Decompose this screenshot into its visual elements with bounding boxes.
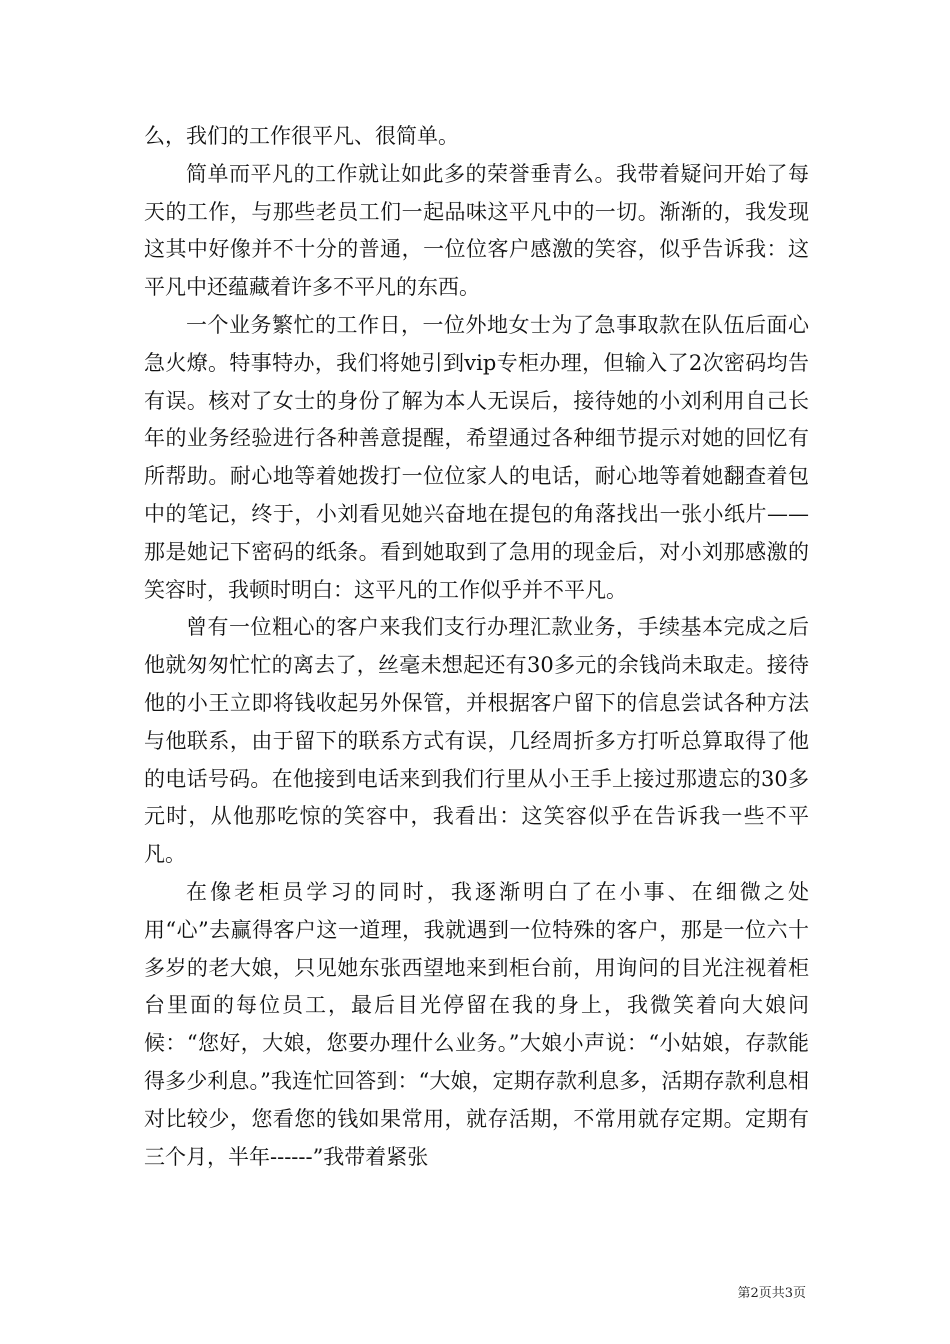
- paragraph-intro: 简单而平凡的工作就让如此多的荣誉垂青么。我带着疑问开始了每天的工作，与那些老员工们一起品味这平凡中的一切。渐渐的，我发现这其中好像并不十分的普通，一位位客户感激的笑容，似乎告诉我：这平凡中还蕴藏着许多不平凡的东西。: [144, 161, 809, 300]
- paragraph-story-xiaoliu: 一个业务繁忙的工作日，一位外地女士为了急事取款在队伍后面心急火燎。特事特办，我们将她引到vip专柜办理，但输入了2次密码均告有误。核对了女士的身份了解为本人无误后，接待她的小刘利用自己长年的业务经验进行各种善意提醒，希望通过各种细节提示对她的回忆有所帮助。耐心地等着她拨打一位位家人的电话，耐心地等着她翻查着包中的笔记，终于，小刘看见她兴奋地在提包的角落找出一张小纸片——那是她记下密码的纸条。看到她取到了急用的现金后，对小刘那感激的笑容时，我顿时明白：这平凡的工作似乎并不平凡。: [144, 312, 809, 602]
- page-number-footer: 第2页共3页: [737, 1286, 806, 1301]
- paragraph-story-xiaowang: 曾有一位粗心的客户来我们支行办理汇款业务，手续基本完成之后他就匆匆忙忙的离去了，丝毫未想起还有30多元的余钱尚未取走。接待他的小王立即将钱收起另外保管，并根据客户留下的信息尝试各种方法与他联系，由于留下的联系方式有误，几经周折多方打听总算取得了他的电话号码。在他接到电话来到我们行里从小王手上接过那遗忘的30多元时，从他那吃惊的笑容中，我看出：这笑容似乎在告诉我一些不平凡。: [144, 615, 809, 867]
- paragraph-story-grandma: 在像老柜员学习的同时，我逐渐明白了在小事、在细微之处用“心”去赢得客户这一道理，我就遇到一位特殊的客户，那是一位六十多岁的老大娘，只见她东张西望地来到柜台前，用询问的目光注视着柜台里面的每位员工，最后目光停留在我的身上，我微笑着向大娘问候：“您好，大娘，您要办理什么业务。”大娘小声说：“小姑娘，存款能得多少利息。”我连忙回答到：“大娘，定期存款利息多，活期存款利息相对比较少，您看您的钱如果常用，就存活期，不常用就存定期。定期有三个月，半年------”我带着紧张: [144, 879, 809, 1169]
- paragraph-continuation: 么，我们的工作很平凡、很简单。: [144, 124, 459, 148]
- body-text: [144, 118, 809, 1176]
